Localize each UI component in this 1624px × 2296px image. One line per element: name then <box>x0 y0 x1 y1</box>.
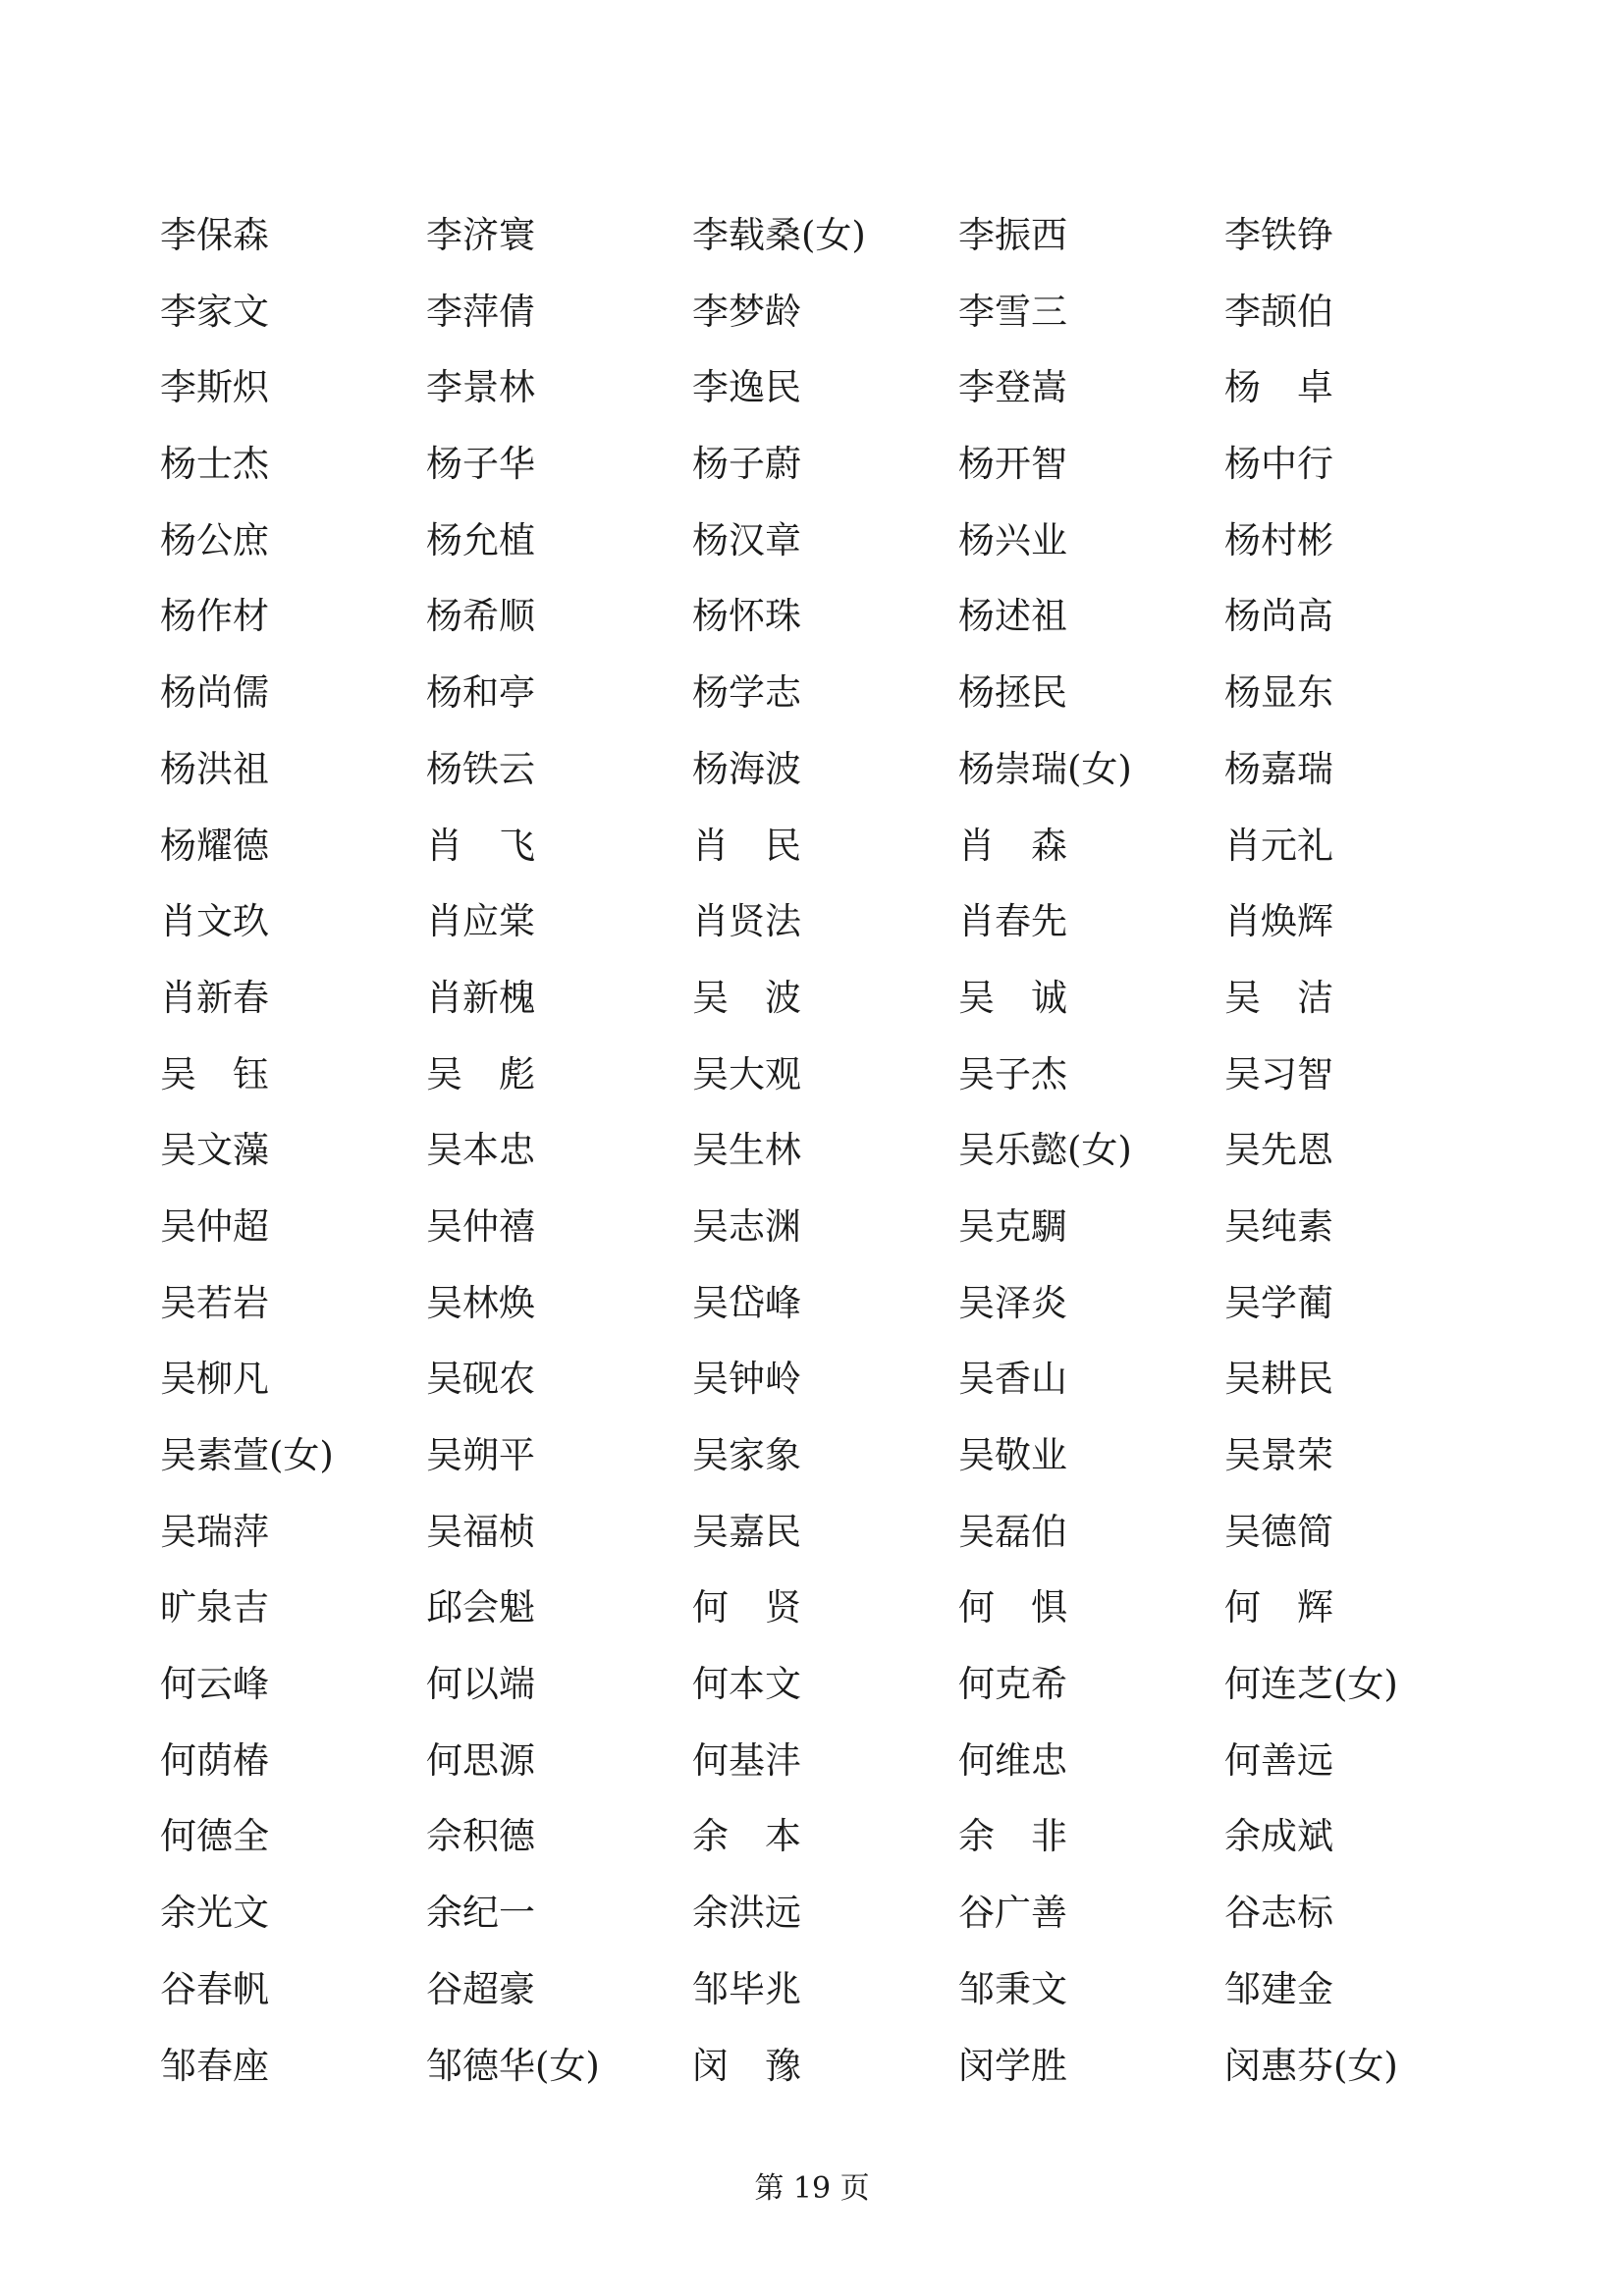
name-entry: 何维忠 <box>958 1738 1067 1782</box>
name-entry: 余洪远 <box>692 1892 801 1935</box>
name-entry: 吴朔平 <box>426 1434 535 1476</box>
name-entry: 李济寰 <box>426 214 535 256</box>
name-entry: 何基沣 <box>692 1738 801 1782</box>
name-entry: 邹春座 <box>160 2044 269 2087</box>
name-entry: 吴文藻 <box>160 1129 269 1172</box>
name-entry: 肖 民 <box>692 824 801 867</box>
name-entry: 吴 洁 <box>1224 976 1333 1019</box>
name-entry: 吴 波 <box>692 976 801 1019</box>
name-entry: 肖贤法 <box>692 900 801 943</box>
name-entry: 佘积德 <box>426 1815 535 1858</box>
name-entry: 何善远 <box>1224 1738 1333 1782</box>
name-entry: 吴仲超 <box>160 1204 269 1248</box>
name-entry: 吴 钰 <box>160 1052 269 1095</box>
name-entry: 杨和亭 <box>426 671 535 715</box>
name-entry: 肖元礼 <box>1224 824 1333 867</box>
name-entry: 肖 飞 <box>426 824 535 867</box>
name-entry: 何以端 <box>426 1663 535 1706</box>
name-entry: 何连芝(女) <box>1224 1663 1398 1706</box>
name-entry: 何 辉 <box>1224 1586 1333 1629</box>
name-entry: 李颉伯 <box>1224 290 1333 333</box>
name-entry: 邹秉文 <box>958 1967 1067 2010</box>
name-entry: 吴景荣 <box>1224 1434 1333 1476</box>
name-entry: 吴志渊 <box>692 1204 801 1248</box>
name-entry: 杨开智 <box>958 443 1067 486</box>
name-entry: 肖文玖 <box>160 900 269 943</box>
name-entry: 李铁铮 <box>1224 214 1333 256</box>
name-entry: 谷超豪 <box>426 1967 535 2010</box>
name-entry: 杨洪祖 <box>160 747 269 790</box>
name-entry: 吴克騆 <box>958 1204 1067 1248</box>
name-entry: 肖新槐 <box>426 976 535 1019</box>
name-entry: 谷志标 <box>1224 1892 1333 1935</box>
name-entry: 吴福桢 <box>426 1510 535 1553</box>
name-entry: 邹建金 <box>1224 1967 1333 2010</box>
name-entry: 李家文 <box>160 290 269 333</box>
name-entry: 肖焕辉 <box>1224 900 1333 943</box>
name-entry: 杨拯民 <box>958 671 1067 715</box>
name-entry: 余 非 <box>958 1815 1067 1858</box>
name-entry: 杨海波 <box>692 747 801 790</box>
page-number: 第 19 页 <box>754 2171 870 2206</box>
name-entry: 杨子蔚 <box>692 443 801 486</box>
name-entry: 杨公庶 <box>160 518 269 561</box>
name-entry: 吴嘉民 <box>692 1510 801 1553</box>
name-entry: 杨铁云 <box>426 747 535 790</box>
name-entry: 杨崇瑞(女) <box>958 747 1132 790</box>
name-entry: 杨希顺 <box>426 595 535 638</box>
name-entry: 杨尚儒 <box>160 671 269 715</box>
name-entry: 何 贤 <box>692 1586 801 1629</box>
name-entry: 谷广善 <box>958 1892 1067 1935</box>
name-entry: 何德全 <box>160 1815 269 1858</box>
name-entry: 吴乐懿(女) <box>958 1129 1132 1172</box>
name-entry: 杨中行 <box>1224 443 1333 486</box>
name-entry: 何思源 <box>426 1738 535 1782</box>
name-entry: 吴纯素 <box>1224 1204 1333 1248</box>
name-entry: 闵 豫 <box>692 2044 801 2087</box>
name-entry: 杨汉章 <box>692 518 801 561</box>
name-entry: 何云峰 <box>160 1663 269 1706</box>
name-entry: 吴砚农 <box>426 1358 535 1401</box>
name-entry: 杨允植 <box>426 518 535 561</box>
name-entry: 李景林 <box>426 366 535 409</box>
name-entry: 何荫椿 <box>160 1738 269 1782</box>
name-entry: 吴瑞萍 <box>160 1510 269 1553</box>
name-entry: 闵学胜 <box>958 2044 1067 2087</box>
name-entry: 李振西 <box>958 214 1067 256</box>
name-entry: 旷泉吉 <box>160 1586 269 1629</box>
name-entry: 吴大观 <box>692 1052 801 1095</box>
name-entry: 吴 诚 <box>958 976 1067 1019</box>
name-entry: 何本文 <box>692 1663 801 1706</box>
name-entry: 吴子杰 <box>958 1052 1067 1095</box>
name-entry: 吴习智 <box>1224 1052 1333 1095</box>
name-entry: 李逸民 <box>692 366 801 409</box>
name-entry: 杨子华 <box>426 443 535 486</box>
name-entry: 吴先恩 <box>1224 1129 1333 1172</box>
name-entry: 吴钟岭 <box>692 1358 801 1401</box>
name-entry: 肖应棠 <box>426 900 535 943</box>
name-entry: 杨村彬 <box>1224 518 1333 561</box>
name-entry: 吴学蔺 <box>1224 1281 1333 1324</box>
name-entry: 吴泽炎 <box>958 1281 1067 1324</box>
name-entry: 何 惧 <box>958 1586 1067 1629</box>
name-entry: 吴磊伯 <box>958 1510 1067 1553</box>
name-entry: 邹毕兆 <box>692 1967 801 2010</box>
name-entry: 余 本 <box>692 1815 801 1858</box>
name-entry: 吴生林 <box>692 1129 801 1172</box>
name-entry: 杨耀德 <box>160 824 269 867</box>
name-entry: 李载桑(女) <box>692 214 866 256</box>
name-entry: 肖新春 <box>160 976 269 1019</box>
name-entry: 肖春先 <box>958 900 1067 943</box>
name-entry: 谷春帆 <box>160 1967 269 2010</box>
name-entry: 吴德简 <box>1224 1510 1333 1553</box>
name-entry: 李萍倩 <box>426 290 535 333</box>
name-entry: 杨 卓 <box>1224 366 1333 409</box>
name-entry: 杨兴业 <box>958 518 1067 561</box>
name-entry: 肖 森 <box>958 824 1067 867</box>
name-entry: 杨显东 <box>1224 671 1333 715</box>
name-entry: 杨尚高 <box>1224 595 1333 638</box>
name-entry: 杨述祖 <box>958 595 1067 638</box>
name-list-grid <box>160 206 1486 2112</box>
name-entry: 杨学志 <box>692 671 801 715</box>
name-entry: 吴林焕 <box>426 1281 535 1324</box>
name-entry: 吴岱峰 <box>692 1281 801 1324</box>
name-entry: 李雪三 <box>958 290 1067 333</box>
name-entry: 李保森 <box>160 214 269 256</box>
name-entry: 吴本忠 <box>426 1129 535 1172</box>
name-entry: 吴敬业 <box>958 1434 1067 1476</box>
name-entry: 杨作材 <box>160 595 269 638</box>
name-entry: 杨士杰 <box>160 443 269 486</box>
name-entry: 邹德华(女) <box>426 2044 600 2087</box>
name-entry: 杨嘉瑞 <box>1224 747 1333 790</box>
name-entry: 李斯炽 <box>160 366 269 409</box>
name-entry: 邱会魁 <box>426 1586 535 1629</box>
name-entry: 余光文 <box>160 1892 269 1935</box>
name-entry: 吴仲禧 <box>426 1204 535 1248</box>
name-entry: 吴若岩 <box>160 1281 269 1324</box>
name-entry: 李梦龄 <box>692 290 801 333</box>
name-entry: 吴柳凡 <box>160 1358 269 1401</box>
name-entry: 李登嵩 <box>958 366 1067 409</box>
name-entry: 吴香山 <box>958 1358 1067 1401</box>
name-entry: 余纪一 <box>426 1892 535 1935</box>
name-entry: 余成斌 <box>1224 1815 1333 1858</box>
name-entry: 何克希 <box>958 1663 1067 1706</box>
name-entry: 吴耕民 <box>1224 1358 1333 1401</box>
name-entry: 杨怀珠 <box>692 595 801 638</box>
name-entry: 吴 彪 <box>426 1052 535 1095</box>
name-entry: 闵惠芬(女) <box>1224 2044 1398 2087</box>
name-entry: 吴素萱(女) <box>160 1434 334 1476</box>
name-entry: 吴家象 <box>692 1434 801 1476</box>
